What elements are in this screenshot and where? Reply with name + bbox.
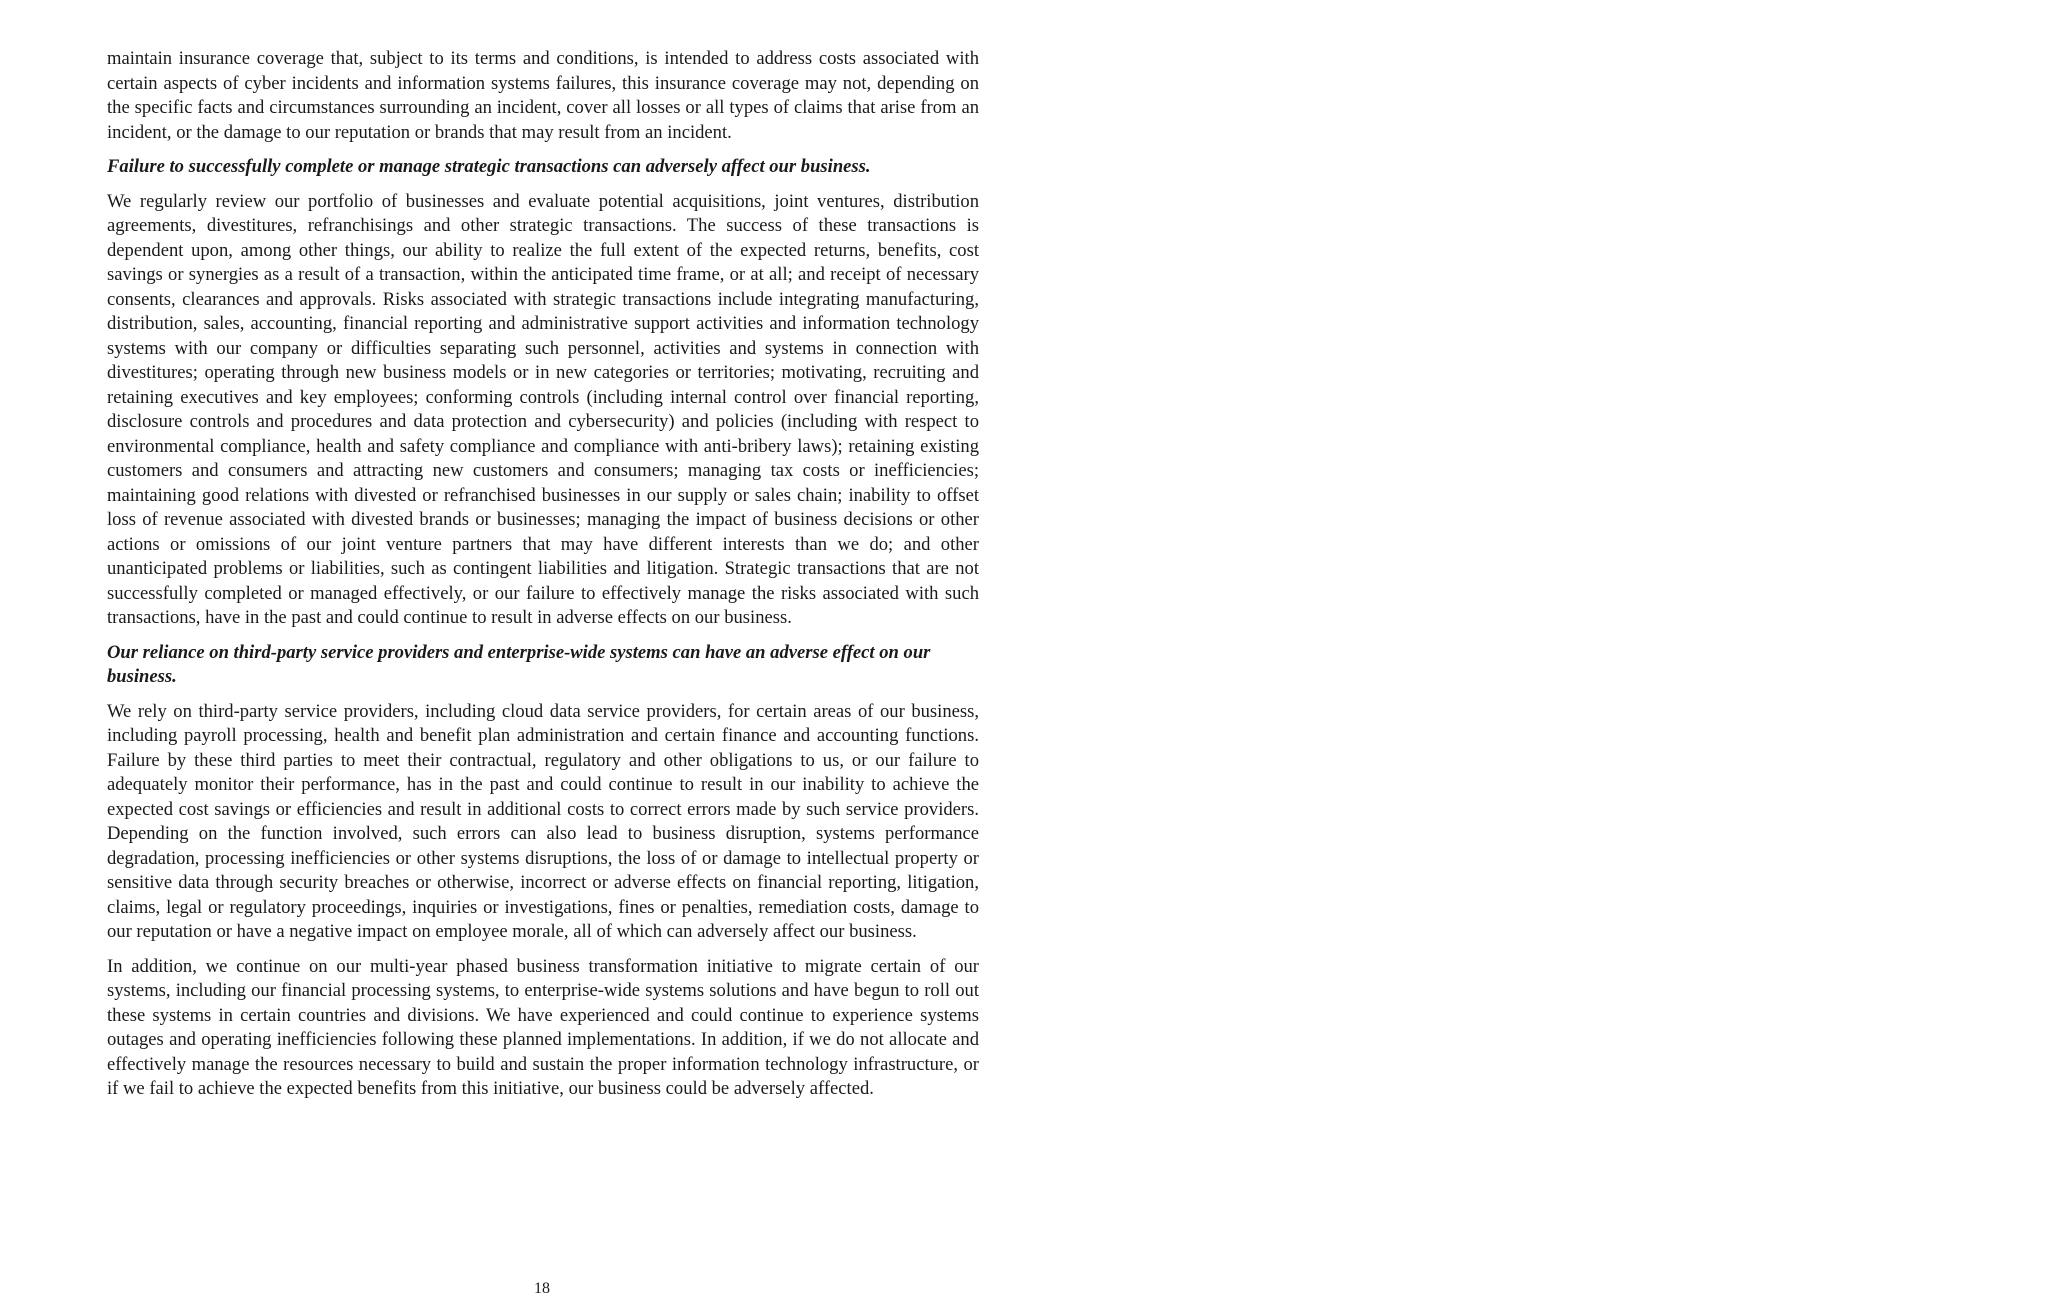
section-heading: Our reliance on third-party service providers and enterprise-wide systems can have an adverse effect on our business. <box>107 641 931 687</box>
page-number: 18 <box>534 1280 550 1297</box>
body-paragraph: We regularly review our portfolio of businesses and evaluate potential acquisitions, joint ventures, distribution agreements, divestitures, refranchisings and other strategic transactions. The success of these transactions is dependent upon, among other things, our ability to realize the full extent of the expected returns, benefits, cost savings or synergies as a result of a transaction, within the anticipated time frame, or at all; and receipt of necessary consents, clearances and approvals. Risks associated with strategic transactions include integrating manufacturing, distribution, sales, accounting, financial reporting and administrative support activities and information technology systems with our company or difficulties separating such personnel, activities and systems in connection with divestitures; operating through new business models or in new categories or territories; motivating, recruiting and retaining executives and key employees; conforming controls (including internal control over financial reporting, disclosure controls and procedures and data protection and cybersecurity) and policies (including with respect to environmental compliance, health and safety compliance and compliance with anti-bribery laws); retaining existing customers and consumers and attracting new customers and consumers; managing tax costs or inefficiencies; maintaining good relations with divested or refranchised businesses in our supply or sales chain; inability to offset loss of revenue associated with divested brands or businesses; managing the impact of business decisions or other actions or omissions of our joint venture partners that may have different interests than we do; and other unanticipated problems or liabilities, such as contingent liabilities and litigation. Strategic transactions that are not successfully completed or managed effectively, or our failure to effectively manage the risks associated with such transactions, have in the past and could continue to result in adverse effects on our business. <box>107 190 979 628</box>
section-heading: Failure to successfully complete or manage strategic transactions can adversely affect our business. <box>107 156 871 177</box>
body-paragraph: We rely on third-party service providers, including cloud data service providers, for certain areas of our business, including payroll processing, health and benefit plan administration and certain finance and accounting functions. Failure by these third parties to meet their contractual, regulatory and other obligations to us, or our failure to adequately monitor their performance, has in the past and could continue to result in our inability to achieve the expected cost savings or efficiencies and result in additional costs to correct errors made by such service providers. Depending on the function involved, such errors can also lead to business disruption, systems performance degradation, processing inefficiencies or other systems disruptions, the loss of or damage to intellectual property or sensitive data through security breaches or otherwise, incorrect or adverse effects on financial reporting, litigation, claims, legal or regulatory proceedings, inquiries or investigations, fines or penalties, remediation costs, damage to our reputation or have a negative impact on employee morale, all of which can adversely affect our business. <box>107 700 979 942</box>
body-paragraph: In addition, we continue on our multi-year phased business transformation initiative to migrate certain of our systems, including our financial processing systems, to enterprise-wide systems solutions and have begun to roll out these systems in certain countries and divisions. We have experienced and could continue to experience systems outages and operating inefficiencies following these planned implementations. In addition, if we do not allocate and effectively manage the resources necessary to build and sustain the proper information technology infrastructure, or if we fail to achieve the expected benefits from this initiative, our business could be adversely affected. <box>107 955 979 1099</box>
body-paragraph: maintain insurance coverage that, subject to its terms and conditions, is intended to address costs associated with certain aspects of cyber incidents and information systems failures, this insurance coverage may not, depending on the specific facts and circumstances surrounding an incident, cover all losses or all types of claims that arise from an incident, or the damage to our reputation or brands that may result from an incident. <box>107 48 979 143</box>
document-page <box>107 47 979 1112</box>
